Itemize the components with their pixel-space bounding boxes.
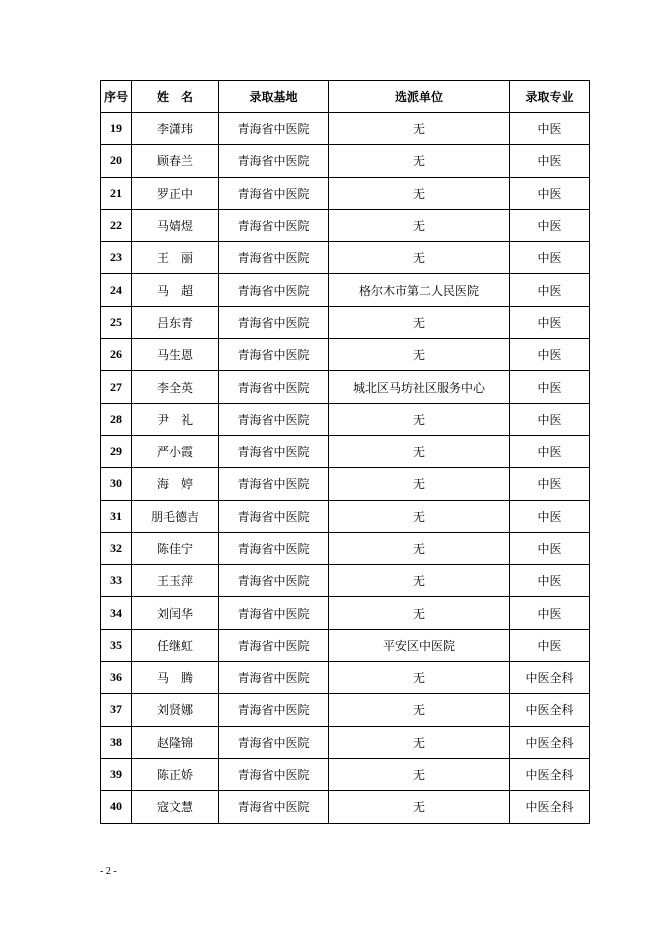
name-cell: 刘闰华 (132, 597, 219, 629)
seq-cell: 36 (101, 662, 132, 694)
seq-cell: 30 (101, 468, 132, 500)
major-cell: 中医 (510, 177, 590, 209)
table-row (101, 791, 590, 823)
unit-cell: 无 (329, 662, 510, 694)
base-cell: 青海省中医院 (219, 629, 329, 661)
seq-cell: 40 (101, 791, 132, 823)
name-cell: 马婧煜 (132, 209, 219, 241)
seq-cell: 39 (101, 758, 132, 790)
name-cell: 海 婷 (132, 468, 219, 500)
name-cell: 陈正娇 (132, 758, 219, 790)
name-cell: 赵隆锦 (132, 726, 219, 758)
unit-cell: 无 (329, 209, 510, 241)
major-cell: 中医全科 (510, 791, 590, 823)
table-row (101, 113, 590, 145)
seq-cell: 20 (101, 145, 132, 177)
header-major: 录取专业 (510, 81, 590, 113)
major-cell: 中医 (510, 274, 590, 306)
unit-cell: 无 (329, 758, 510, 790)
unit-cell: 无 (329, 500, 510, 532)
base-cell: 青海省中医院 (219, 435, 329, 467)
name-cell: 罗正中 (132, 177, 219, 209)
header-seq: 序号 (101, 81, 132, 113)
name-cell: 寇文慧 (132, 791, 219, 823)
table-row (101, 662, 590, 694)
base-cell: 青海省中医院 (219, 209, 329, 241)
major-cell: 中医 (510, 306, 590, 338)
name-cell: 马 腾 (132, 662, 219, 694)
base-cell: 青海省中医院 (219, 177, 329, 209)
table-row (101, 177, 590, 209)
base-cell: 青海省中医院 (219, 694, 329, 726)
seq-cell: 34 (101, 597, 132, 629)
header-base: 录取基地 (219, 81, 329, 113)
major-cell: 中医 (510, 597, 590, 629)
base-cell: 青海省中医院 (219, 274, 329, 306)
seq-cell: 35 (101, 629, 132, 661)
seq-cell: 23 (101, 242, 132, 274)
seq-cell: 26 (101, 339, 132, 371)
base-cell: 青海省中医院 (219, 403, 329, 435)
name-cell: 尹 礼 (132, 403, 219, 435)
name-cell: 朋毛德吉 (132, 500, 219, 532)
seq-cell: 24 (101, 274, 132, 306)
major-cell: 中医全科 (510, 662, 590, 694)
major-cell: 中医 (510, 435, 590, 467)
page-number: - 2 - (100, 866, 117, 877)
seq-cell: 38 (101, 726, 132, 758)
seq-cell: 31 (101, 500, 132, 532)
major-cell: 中医 (510, 565, 590, 597)
table-row (101, 565, 590, 597)
table-row (101, 145, 590, 177)
base-cell: 青海省中医院 (219, 468, 329, 500)
base-cell: 青海省中医院 (219, 597, 329, 629)
table-row (101, 694, 590, 726)
major-cell: 中医 (510, 500, 590, 532)
seq-cell: 32 (101, 532, 132, 564)
unit-cell: 无 (329, 468, 510, 500)
table-row (101, 629, 590, 661)
unit-cell: 无 (329, 403, 510, 435)
base-cell: 青海省中医院 (219, 242, 329, 274)
major-cell: 中医 (510, 629, 590, 661)
name-cell: 严小霞 (132, 435, 219, 467)
header-name: 姓 名 (132, 81, 219, 113)
seq-cell: 29 (101, 435, 132, 467)
table-row (101, 242, 590, 274)
unit-cell: 城北区马坊社区服务中心 (329, 371, 510, 403)
admission-table (100, 80, 590, 824)
table-row (101, 403, 590, 435)
major-cell: 中医 (510, 242, 590, 274)
table-row (101, 435, 590, 467)
major-cell: 中医 (510, 339, 590, 371)
base-cell: 青海省中医院 (219, 339, 329, 371)
name-cell: 刘贤娜 (132, 694, 219, 726)
major-cell: 中医 (510, 113, 590, 145)
unit-cell: 无 (329, 532, 510, 564)
unit-cell: 无 (329, 306, 510, 338)
seq-cell: 21 (101, 177, 132, 209)
major-cell: 中医 (510, 371, 590, 403)
unit-cell: 无 (329, 339, 510, 371)
table-row (101, 532, 590, 564)
major-cell: 中医全科 (510, 726, 590, 758)
table-row (101, 726, 590, 758)
base-cell: 青海省中医院 (219, 565, 329, 597)
seq-cell: 37 (101, 694, 132, 726)
unit-cell: 无 (329, 726, 510, 758)
table-row (101, 597, 590, 629)
unit-cell: 无 (329, 565, 510, 597)
name-cell: 李全英 (132, 371, 219, 403)
base-cell: 青海省中医院 (219, 791, 329, 823)
unit-cell: 无 (329, 242, 510, 274)
base-cell: 青海省中医院 (219, 113, 329, 145)
base-cell: 青海省中医院 (219, 306, 329, 338)
major-cell: 中医 (510, 403, 590, 435)
name-cell: 王玉萍 (132, 565, 219, 597)
name-cell: 顾春兰 (132, 145, 219, 177)
unit-cell: 无 (329, 113, 510, 145)
seq-cell: 25 (101, 306, 132, 338)
major-cell: 中医 (510, 468, 590, 500)
major-cell: 中医全科 (510, 694, 590, 726)
unit-cell: 无 (329, 791, 510, 823)
table-row (101, 306, 590, 338)
base-cell: 青海省中医院 (219, 758, 329, 790)
table-row (101, 500, 590, 532)
table-header-row (101, 81, 590, 113)
table-row (101, 758, 590, 790)
unit-cell: 无 (329, 435, 510, 467)
seq-cell: 28 (101, 403, 132, 435)
unit-cell: 格尔木市第二人民医院 (329, 274, 510, 306)
header-unit: 选派单位 (329, 81, 510, 113)
name-cell: 李潇玮 (132, 113, 219, 145)
base-cell: 青海省中医院 (219, 500, 329, 532)
table-row (101, 274, 590, 306)
table-row (101, 339, 590, 371)
unit-cell: 无 (329, 145, 510, 177)
major-cell: 中医 (510, 145, 590, 177)
name-cell: 任继虹 (132, 629, 219, 661)
seq-cell: 33 (101, 565, 132, 597)
major-cell: 中医 (510, 209, 590, 241)
name-cell: 陈佳宁 (132, 532, 219, 564)
major-cell: 中医全科 (510, 758, 590, 790)
base-cell: 青海省中医院 (219, 662, 329, 694)
name-cell: 马 超 (132, 274, 219, 306)
base-cell: 青海省中医院 (219, 145, 329, 177)
name-cell: 吕东青 (132, 306, 219, 338)
base-cell: 青海省中医院 (219, 726, 329, 758)
table-row (101, 468, 590, 500)
seq-cell: 22 (101, 209, 132, 241)
table-row (101, 371, 590, 403)
major-cell: 中医 (510, 532, 590, 564)
base-cell: 青海省中医院 (219, 532, 329, 564)
name-cell: 马生恩 (132, 339, 219, 371)
unit-cell: 平安区中医院 (329, 629, 510, 661)
unit-cell: 无 (329, 597, 510, 629)
unit-cell: 无 (329, 177, 510, 209)
name-cell: 王 丽 (132, 242, 219, 274)
unit-cell: 无 (329, 694, 510, 726)
base-cell: 青海省中医院 (219, 371, 329, 403)
seq-cell: 27 (101, 371, 132, 403)
seq-cell: 19 (101, 113, 132, 145)
table-row (101, 209, 590, 241)
